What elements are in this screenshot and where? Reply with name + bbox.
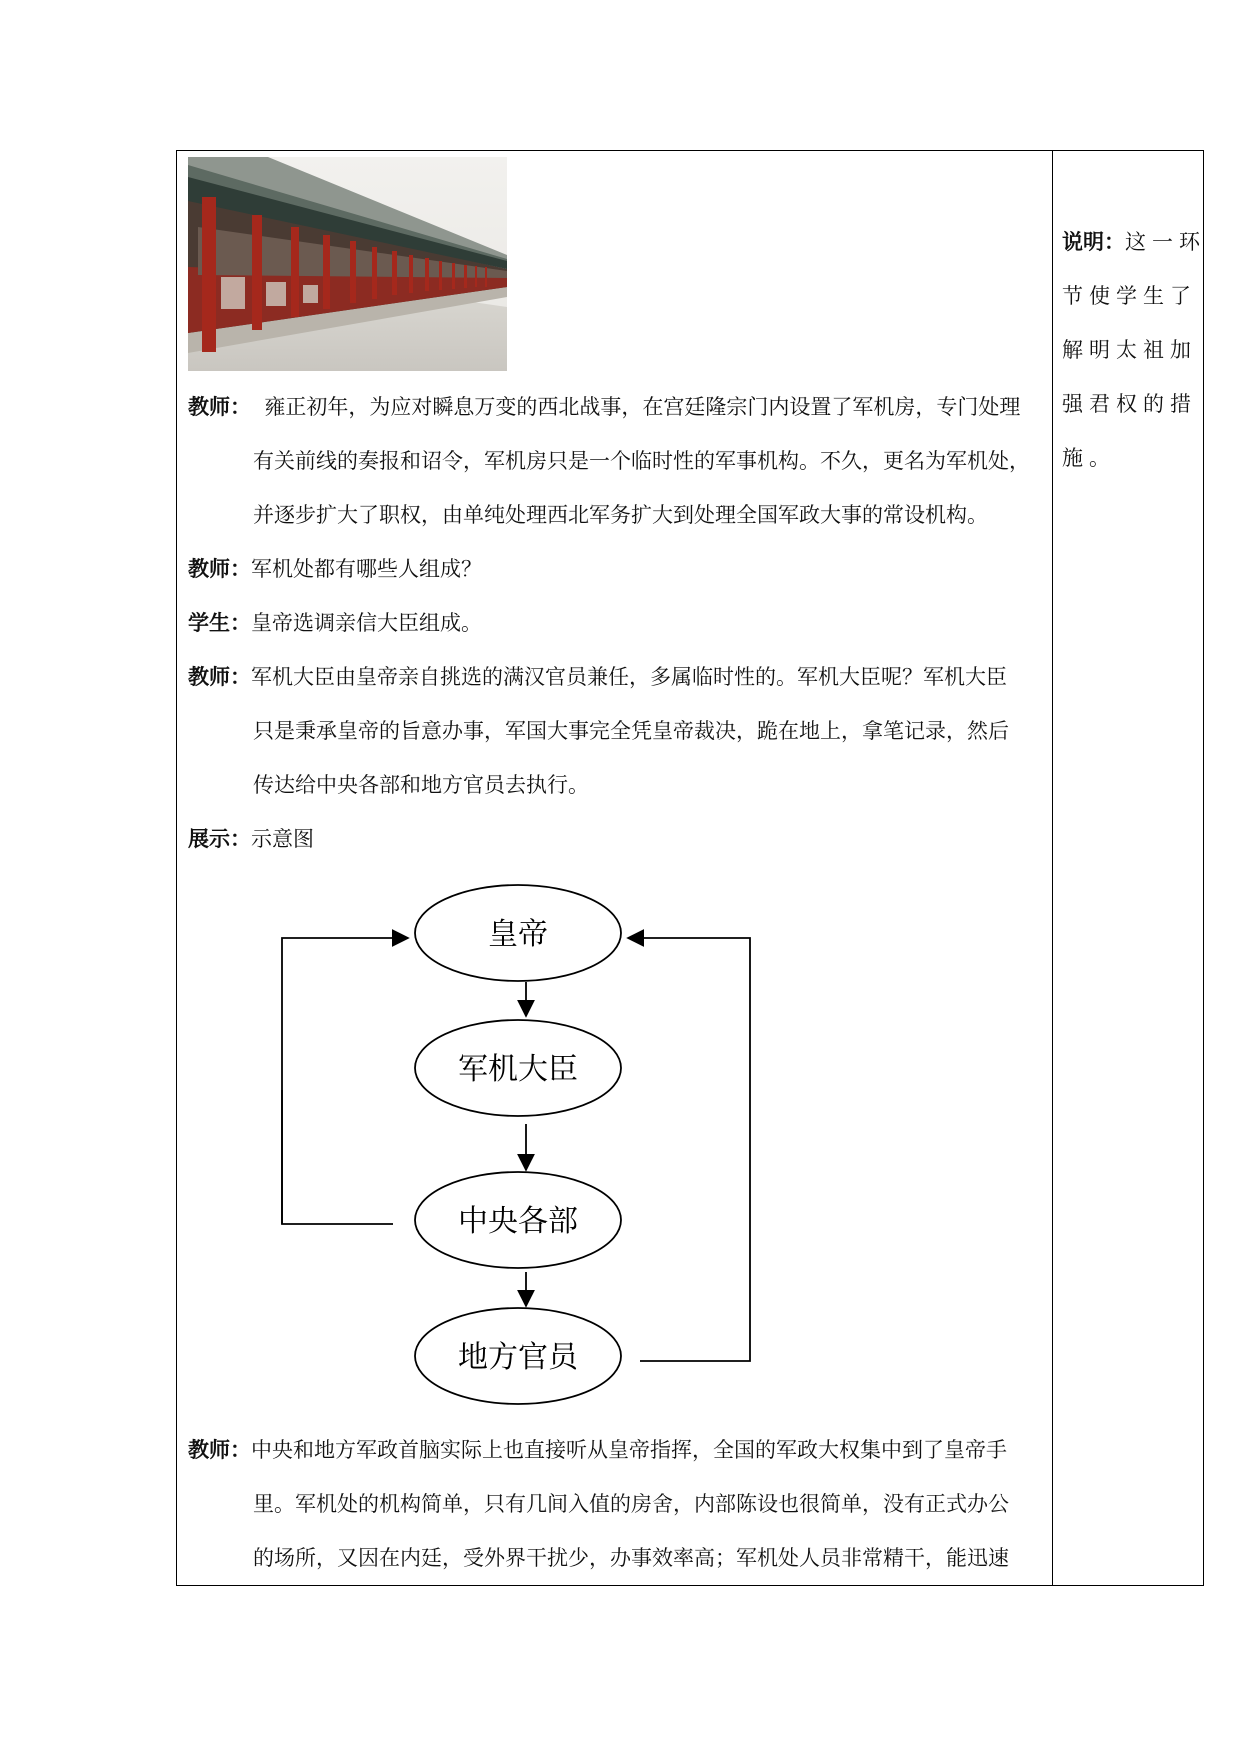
- speaker-label: 教师：: [188, 1438, 251, 1462]
- node-label: 皇帝: [488, 917, 548, 952]
- node-label: 军机大臣: [458, 1052, 578, 1087]
- paragraph-line: 只是秉承皇帝的旨意办事，军国大事完全凭皇帝裁决，跪在地上，拿笔记录，然后: [253, 719, 1009, 743]
- paragraph-line: 有关前线的奏报和诏令，军机房只是一个临时性的军事机构。不久，更名为军机处，: [253, 449, 1030, 473]
- paragraph-line: 传达给中央各部和地方官员去执行。: [253, 773, 589, 797]
- side-note-label: 说明：: [1062, 230, 1125, 254]
- side-note-line: 节使学生了: [1062, 284, 1197, 308]
- paragraph-line: 中央和地方军政首脑实际上也直接听从皇帝指挥，全国的军政大权集中到了皇帝手: [251, 1438, 1007, 1462]
- paragraph-line: 并逐步扩大了职权，由单纯处理西北军务扩大到处理全国军政大事的常设机构。: [253, 503, 988, 527]
- column-divider: [1052, 150, 1053, 1586]
- feedback-line-left: [282, 938, 408, 1224]
- node-label: 地方官员: [458, 1340, 578, 1375]
- feedback-line-right: [628, 938, 750, 1361]
- paragraph-teacher-1: [188, 380, 1048, 542]
- paragraph-line: 雍正初年，为应对瞬息万变的西北战事，在宫廷隆宗门内设置了军机房，专门处理: [264, 395, 1021, 419]
- side-note-line: 施。: [1062, 446, 1116, 470]
- speaker-label: 展示：: [188, 827, 251, 851]
- speaker-label: 教师：: [188, 557, 251, 581]
- node-label: 中央各部: [458, 1204, 578, 1239]
- paragraph-line: 军机处都有哪些人组成？: [251, 557, 482, 581]
- speaker-label: 教师：: [188, 395, 251, 419]
- paragraph-teacher-3: [188, 650, 1048, 812]
- paragraph-line: 里。军机处的机构简单，只有几间入值的房舍，内部陈设也很简单，没有正式办公: [253, 1492, 1009, 1516]
- paragraph-line: 皇帝选调亲信大臣组成。: [251, 611, 482, 635]
- paragraph-student: [188, 596, 1048, 650]
- paragraph-line: 示意图: [251, 827, 314, 851]
- speaker-label: 教师：: [188, 665, 251, 689]
- speaker-label: 学生：: [188, 611, 251, 635]
- side-note-line: 解明太祖加: [1062, 338, 1197, 362]
- side-note-line: 这一环: [1125, 230, 1206, 254]
- power-structure-diagram: [260, 870, 780, 1410]
- paragraph-line: 军机大臣由皇帝亲自挑选的满汉官员兼任，多属临时性的。军机大臣呢？军机大臣: [251, 665, 1007, 689]
- paragraph-teacher-2: [188, 542, 1048, 596]
- side-note-line: 强君权的措: [1062, 392, 1197, 416]
- side-note: [1062, 215, 1206, 485]
- military-office-photo: [188, 157, 507, 371]
- paragraph-display: [188, 812, 1048, 866]
- paragraph-teacher-closing: [188, 1423, 1048, 1585]
- paragraph-line: 的场所，又因在内廷，受外界干扰少，办事效率高；军机处人员非常精干，能迅速: [253, 1546, 1009, 1570]
